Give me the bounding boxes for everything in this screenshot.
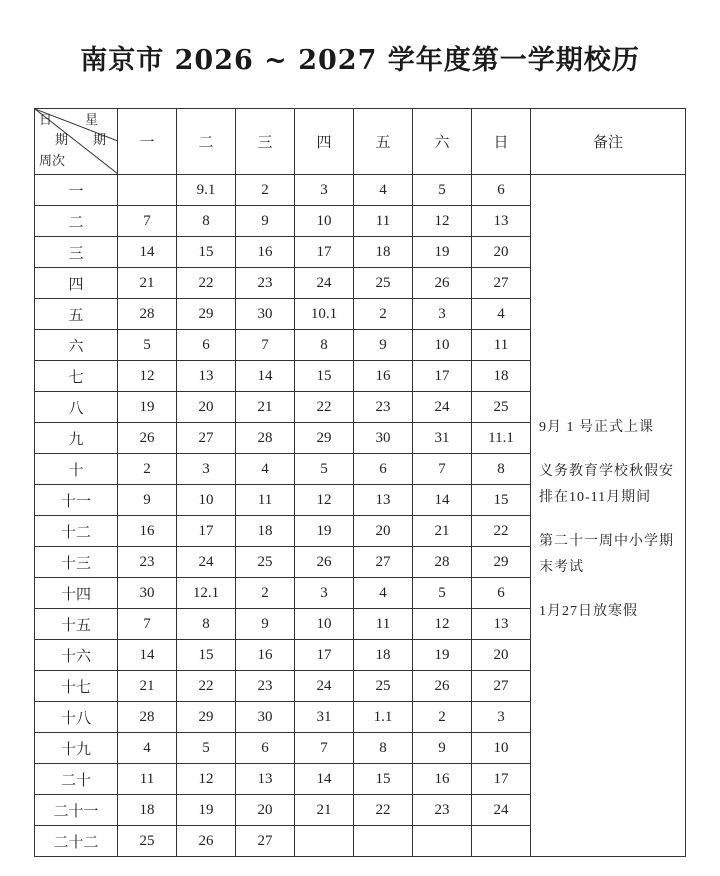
date-cell: 10 xyxy=(413,330,472,361)
calendar-body xyxy=(35,175,686,857)
date-cell xyxy=(295,826,354,857)
week-label: 五 xyxy=(35,299,118,330)
date-cell: 24 xyxy=(177,547,236,578)
header-day-sun: 日 xyxy=(472,109,531,175)
date-cell: 11 xyxy=(354,206,413,237)
date-cell: 30 xyxy=(354,423,413,454)
date-cell: 16 xyxy=(354,361,413,392)
date-cell: 3 xyxy=(295,175,354,206)
date-cell: 30 xyxy=(118,578,177,609)
date-cell: 26 xyxy=(413,268,472,299)
school-calendar-table xyxy=(34,108,686,857)
date-cell: 15 xyxy=(177,237,236,268)
date-cell: 8 xyxy=(295,330,354,361)
date-cell: 23 xyxy=(236,268,295,299)
date-cell: 15 xyxy=(354,764,413,795)
week-label: 二十二 xyxy=(35,826,118,857)
date-cell: 28 xyxy=(413,547,472,578)
date-cell xyxy=(354,826,413,857)
date-cell: 10 xyxy=(295,609,354,640)
date-cell: 8 xyxy=(472,454,531,485)
date-cell: 13 xyxy=(354,485,413,516)
date-cell: 24 xyxy=(413,392,472,423)
remark-note: 9月 1 号正式上课 xyxy=(539,420,654,435)
date-cell: 31 xyxy=(413,423,472,454)
date-cell: 25 xyxy=(354,268,413,299)
date-cell: 2 xyxy=(413,702,472,733)
date-cell: 19 xyxy=(413,237,472,268)
date-cell: 28 xyxy=(236,423,295,454)
date-cell: 3 xyxy=(295,578,354,609)
page-title: 南京市 2026 ~ 2027 学年度第一学期校历 xyxy=(80,45,640,76)
date-cell: 5 xyxy=(295,454,354,485)
date-cell: 20 xyxy=(472,640,531,671)
date-cell: 29 xyxy=(177,299,236,330)
date-cell: 27 xyxy=(472,671,531,702)
remark-note: 1月27日放寒假 xyxy=(539,604,638,619)
date-cell: 3 xyxy=(413,299,472,330)
date-cell: 26 xyxy=(118,423,177,454)
date-cell: 18 xyxy=(236,516,295,547)
date-cell: 28 xyxy=(118,299,177,330)
week-label: 十五 xyxy=(35,609,118,640)
date-cell: 29 xyxy=(472,547,531,578)
date-cell: 25 xyxy=(472,392,531,423)
week-label: 九 xyxy=(35,423,118,454)
date-cell: 4 xyxy=(354,578,413,609)
week-label: 二十一 xyxy=(35,795,118,826)
date-cell: 16 xyxy=(236,640,295,671)
date-cell: 23 xyxy=(413,795,472,826)
date-cell: 11 xyxy=(236,485,295,516)
date-cell: 21 xyxy=(413,516,472,547)
date-cell: 7 xyxy=(118,206,177,237)
date-cell: 2 xyxy=(118,454,177,485)
header-day-wed: 三 xyxy=(236,109,295,175)
date-cell: 13 xyxy=(472,206,531,237)
week-label: 十二 xyxy=(35,516,118,547)
date-cell: 14 xyxy=(413,485,472,516)
week-label: 十九 xyxy=(35,733,118,764)
date-cell: 26 xyxy=(413,671,472,702)
date-cell: 14 xyxy=(236,361,295,392)
date-cell: 15 xyxy=(177,640,236,671)
date-cell: 10 xyxy=(177,485,236,516)
date-cell: 21 xyxy=(236,392,295,423)
header-day-tue: 二 xyxy=(177,109,236,175)
date-cell: 17 xyxy=(295,640,354,671)
date-cell: 4 xyxy=(354,175,413,206)
date-cell: 6 xyxy=(472,175,531,206)
date-cell: 10.1 xyxy=(295,299,354,330)
corner-label-xing: 星 xyxy=(85,112,99,127)
date-cell: 19 xyxy=(413,640,472,671)
date-cell: 10 xyxy=(472,733,531,764)
date-cell: 5 xyxy=(118,330,177,361)
date-cell: 18 xyxy=(472,361,531,392)
remarks-list xyxy=(539,415,679,643)
date-cell: 12 xyxy=(295,485,354,516)
date-cell: 29 xyxy=(177,702,236,733)
date-cell: 22 xyxy=(354,795,413,826)
date-cell: 4 xyxy=(472,299,531,330)
date-cell: 21 xyxy=(118,671,177,702)
date-cell: 20 xyxy=(354,516,413,547)
date-cell: 22 xyxy=(177,671,236,702)
date-cell: 2 xyxy=(236,578,295,609)
date-cell: 27 xyxy=(354,547,413,578)
date-cell: 7 xyxy=(118,609,177,640)
date-cell: 14 xyxy=(295,764,354,795)
corner-label-qi-2: 期 xyxy=(93,132,107,147)
week-label: 十八 xyxy=(35,702,118,733)
date-cell: 4 xyxy=(118,733,177,764)
date-cell: 21 xyxy=(118,268,177,299)
week-row xyxy=(35,175,686,206)
date-cell: 20 xyxy=(472,237,531,268)
date-cell: 23 xyxy=(236,671,295,702)
date-cell: 18 xyxy=(354,640,413,671)
date-cell xyxy=(472,826,531,857)
date-cell: 12 xyxy=(177,764,236,795)
date-cell: 20 xyxy=(177,392,236,423)
date-cell: 19 xyxy=(295,516,354,547)
date-cell: 19 xyxy=(177,795,236,826)
week-label: 八 xyxy=(35,392,118,423)
date-cell: 5 xyxy=(177,733,236,764)
date-cell: 6 xyxy=(472,578,531,609)
week-label: 一 xyxy=(35,175,118,206)
date-cell: 31 xyxy=(295,702,354,733)
date-cell: 14 xyxy=(118,640,177,671)
date-cell: 7 xyxy=(295,733,354,764)
week-label: 十一 xyxy=(35,485,118,516)
date-cell: 9 xyxy=(118,485,177,516)
date-cell: 16 xyxy=(118,516,177,547)
date-cell: 16 xyxy=(236,237,295,268)
date-cell: 25 xyxy=(236,547,295,578)
remark-note: 义务教育学校秋假安排在10-11月期间 xyxy=(539,464,674,505)
date-cell: 27 xyxy=(472,268,531,299)
date-cell: 13 xyxy=(472,609,531,640)
date-cell: 13 xyxy=(177,361,236,392)
date-cell: 1.1 xyxy=(354,702,413,733)
week-label: 十六 xyxy=(35,640,118,671)
date-cell: 23 xyxy=(354,392,413,423)
date-cell: 25 xyxy=(118,826,177,857)
date-cell: 24 xyxy=(472,795,531,826)
date-cell: 11.1 xyxy=(472,423,531,454)
week-label: 三 xyxy=(35,237,118,268)
date-cell: 8 xyxy=(177,609,236,640)
date-cell: 17 xyxy=(472,764,531,795)
date-cell: 9 xyxy=(413,733,472,764)
date-cell: 3 xyxy=(177,454,236,485)
corner-label-qi: 期 xyxy=(55,132,69,147)
remarks-cell xyxy=(531,175,686,857)
week-label: 七 xyxy=(35,361,118,392)
date-cell: 24 xyxy=(295,671,354,702)
date-cell: 8 xyxy=(354,733,413,764)
date-cell: 12 xyxy=(413,609,472,640)
date-cell: 26 xyxy=(177,826,236,857)
date-cell: 9 xyxy=(354,330,413,361)
corner-label-ri: 日 xyxy=(39,112,53,127)
remark-note: 第二十一周中小学期末考试 xyxy=(539,534,674,575)
date-cell: 15 xyxy=(295,361,354,392)
date-cell: 15 xyxy=(472,485,531,516)
header-row xyxy=(35,109,686,175)
corner-label-zhouci: 周次 xyxy=(39,153,66,168)
date-cell: 17 xyxy=(177,516,236,547)
date-cell: 9.1 xyxy=(177,175,236,206)
header-day-thu: 四 xyxy=(295,109,354,175)
date-cell: 12 xyxy=(118,361,177,392)
date-cell: 5 xyxy=(413,175,472,206)
date-cell: 30 xyxy=(236,299,295,330)
date-cell: 6 xyxy=(236,733,295,764)
date-cell: 6 xyxy=(354,454,413,485)
date-cell: 30 xyxy=(236,702,295,733)
date-cell: 25 xyxy=(354,671,413,702)
header-remarks: 备注 xyxy=(531,109,686,175)
date-cell: 7 xyxy=(413,454,472,485)
date-cell: 11 xyxy=(354,609,413,640)
date-cell: 2 xyxy=(354,299,413,330)
date-cell: 26 xyxy=(295,547,354,578)
date-cell: 18 xyxy=(118,795,177,826)
week-label: 六 xyxy=(35,330,118,361)
date-cell: 18 xyxy=(354,237,413,268)
date-cell: 13 xyxy=(236,764,295,795)
date-cell: 19 xyxy=(118,392,177,423)
date-cell: 22 xyxy=(177,268,236,299)
week-label: 二 xyxy=(35,206,118,237)
date-cell: 14 xyxy=(118,237,177,268)
date-cell: 20 xyxy=(236,795,295,826)
date-cell: 27 xyxy=(177,423,236,454)
date-cell: 6 xyxy=(177,330,236,361)
date-cell: 17 xyxy=(295,237,354,268)
date-cell: 2 xyxy=(236,175,295,206)
date-cell: 5 xyxy=(413,578,472,609)
date-cell: 28 xyxy=(118,702,177,733)
date-cell: 10 xyxy=(295,206,354,237)
date-cell: 22 xyxy=(295,392,354,423)
date-cell: 4 xyxy=(236,454,295,485)
week-label: 四 xyxy=(35,268,118,299)
date-cell: 7 xyxy=(236,330,295,361)
week-label: 二十 xyxy=(35,764,118,795)
week-label: 十 xyxy=(35,454,118,485)
date-cell: 24 xyxy=(295,268,354,299)
date-cell: 16 xyxy=(413,764,472,795)
date-cell: 11 xyxy=(472,330,531,361)
date-cell: 12 xyxy=(413,206,472,237)
date-cell: 9 xyxy=(236,206,295,237)
header-day-fri: 五 xyxy=(354,109,413,175)
header-day-sat: 六 xyxy=(413,109,472,175)
header-day-mon: 一 xyxy=(118,109,177,175)
date-cell: 11 xyxy=(118,764,177,795)
date-cell: 9 xyxy=(236,609,295,640)
date-cell: 3 xyxy=(472,702,531,733)
date-cell: 8 xyxy=(177,206,236,237)
week-label: 十三 xyxy=(35,547,118,578)
week-label: 十四 xyxy=(35,578,118,609)
date-cell: 27 xyxy=(236,826,295,857)
date-cell: 17 xyxy=(413,361,472,392)
week-label: 十七 xyxy=(35,671,118,702)
header-corner-cell xyxy=(35,109,118,175)
date-cell: 23 xyxy=(118,547,177,578)
date-cell xyxy=(118,175,177,206)
date-cell: 12.1 xyxy=(177,578,236,609)
date-cell: 22 xyxy=(472,516,531,547)
date-cell: 29 xyxy=(295,423,354,454)
date-cell: 21 xyxy=(295,795,354,826)
date-cell xyxy=(413,826,472,857)
